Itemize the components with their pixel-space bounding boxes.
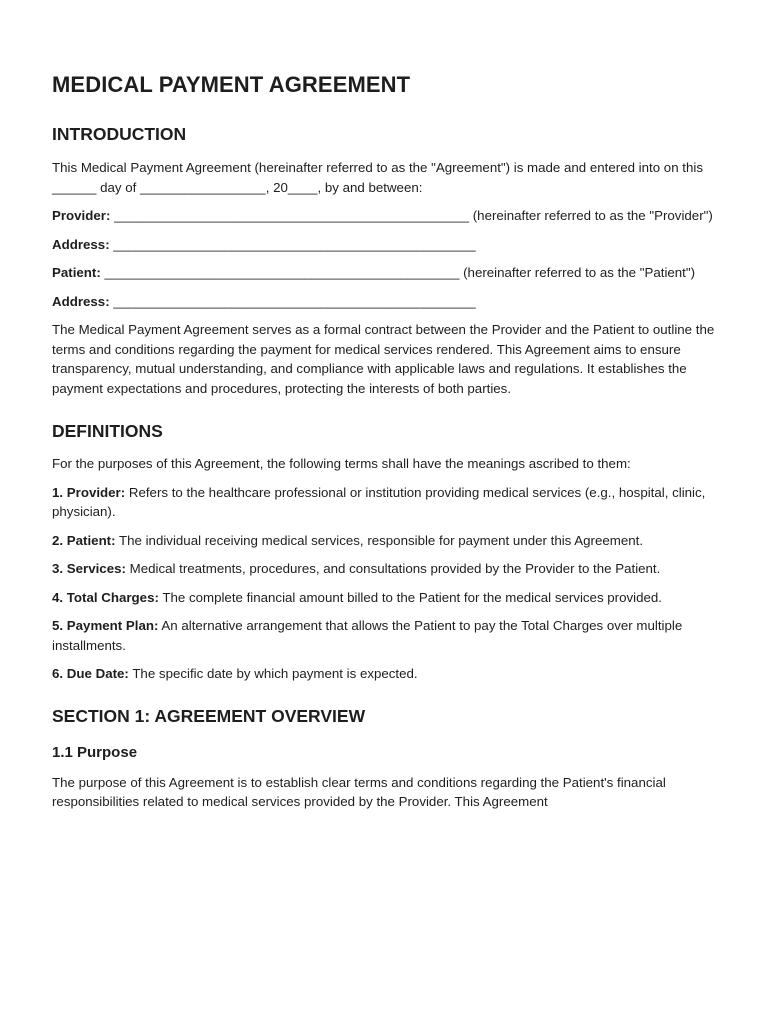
- definitions-intro: For the purposes of this Agreement, the following terms shall have the meanings ascribed to them:: [52, 456, 631, 471]
- document-page: [52, 70, 724, 812]
- patient-address-label: Address:: [52, 293, 110, 309]
- definition-text: An alternative arrangement that allows the Patient to pay the Total Charges over multiple installments.: [52, 618, 683, 653]
- provider-address-label: Address:: [52, 236, 110, 252]
- agreement-purpose-paragraph: The Medical Payment Agreement serves as a formal contract between the Provider and the Patient to outline the terms and conditions regarding the payment for medical services rendered. This Agreement aims to ensure transparency, mutual understanding, and compliance with applicable laws and regulations. It establishes the payment expectations and procedures, protecting the interests of both parties.: [52, 322, 715, 396]
- provider-address-text: _________________________________________________: [109, 236, 476, 252]
- section1-subheading: 1.1 Purpose: [52, 743, 138, 761]
- definition-item: [52, 616, 724, 655]
- provider-label: Provider:: [52, 208, 111, 223]
- introduction-opening: This Medical Payment Agreement (hereinafter referred to as the "Agreement") is made and entered into on this ______ day of _________________, 20____, by and between:: [52, 160, 703, 195]
- definition-term: 3. Services:: [52, 561, 126, 576]
- section1-purpose-text: The purpose of this Agreement is to establish clear terms and conditions regarding the Patient's financial responsibilities related to medical services provided by the Provider. This Agreement: [52, 774, 666, 809]
- definition-term: 5. Payment Plan:: [52, 618, 159, 633]
- provider-line: [52, 206, 724, 226]
- definition-text: Medical treatments, procedures, and consultations provided by the Provider to the Patient.: [125, 561, 661, 576]
- definition-term: 2. Patient:: [52, 532, 116, 548]
- definition-text: The specific date by which payment is expected.: [128, 666, 418, 681]
- patient-text: ________________________________________________ (hereinafter referred to as the "Patient"): [100, 265, 696, 280]
- definition-term: 1. Provider:: [52, 484, 126, 500]
- patient-line: [52, 263, 724, 283]
- definition-text: The complete financial amount billed to the Patient for the medical services provided.: [158, 589, 662, 605]
- definition-item: [52, 531, 724, 551]
- definition-item: [52, 559, 724, 579]
- definition-text: Refers to the healthcare professional or institution providing medical services (e.g., hospital, clinic, physician).: [52, 484, 706, 519]
- patient-address-line: [52, 292, 724, 312]
- document-title: MEDICAL PAYMENT AGREEMENT: [52, 72, 411, 97]
- section1-heading: SECTION 1: AGREEMENT OVERVIEW: [52, 705, 366, 726]
- definition-item: [52, 483, 724, 522]
- definition-item: [52, 588, 724, 608]
- definitions-heading: DEFINITIONS: [52, 421, 163, 441]
- definition-term: 6. Due Date:: [52, 666, 129, 681]
- provider-address-line: [52, 235, 724, 255]
- patient-address-text: _________________________________________________: [109, 293, 476, 309]
- definition-item: [52, 664, 724, 684]
- definition-text: The individual receiving medical services, responsible for payment under this Agreement.: [115, 532, 644, 548]
- patient-label: Patient:: [52, 265, 101, 280]
- provider-text: ________________________________________________ (hereinafter referred to as the "Provider"): [110, 208, 713, 223]
- introduction-heading: INTRODUCTION: [52, 124, 187, 144]
- definition-term: 4. Total Charges:: [52, 589, 159, 605]
